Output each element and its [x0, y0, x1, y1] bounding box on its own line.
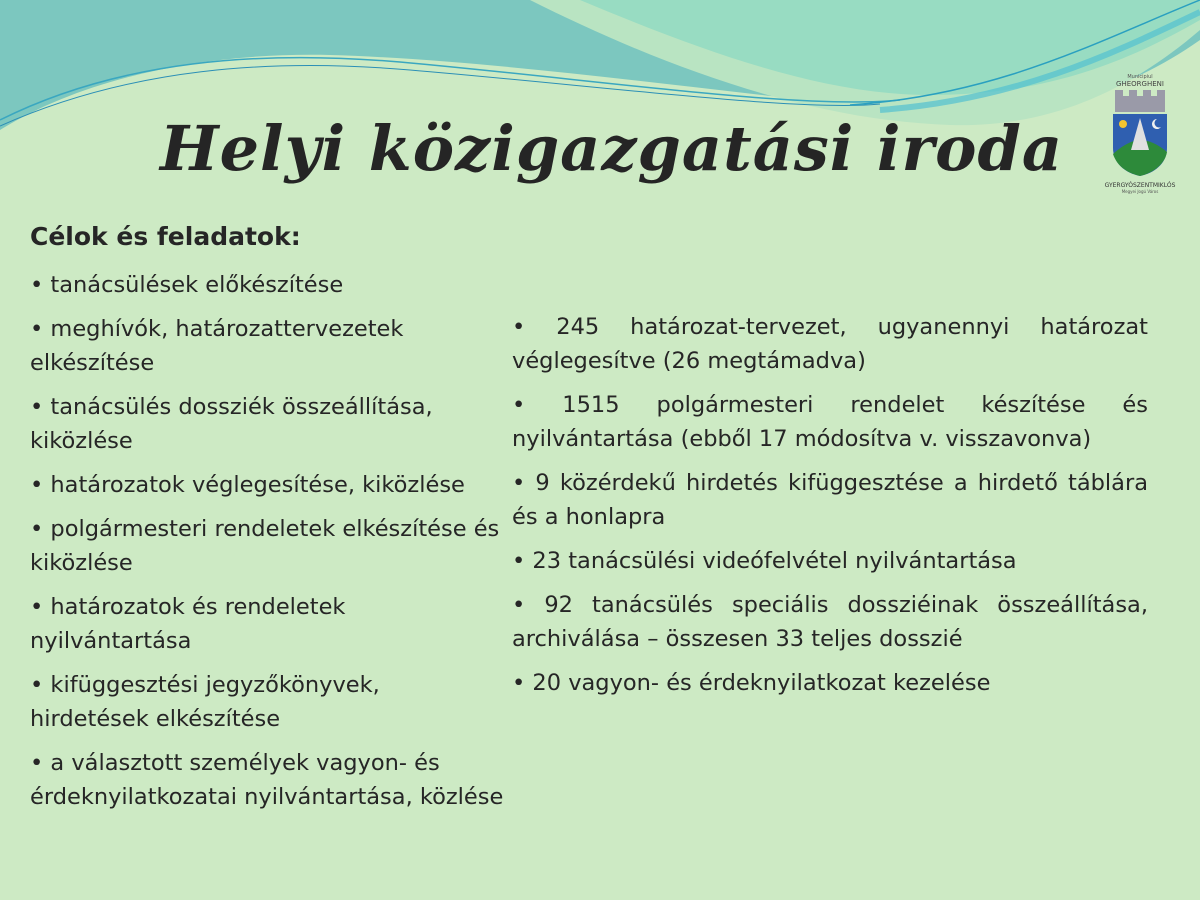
- logo-bottom: GYERGYÓSZENTMIKLÓS: [1104, 182, 1176, 189]
- statistics-list: [512, 310, 1148, 710]
- logo-top-small: Municipiul: [1127, 74, 1153, 80]
- list-item: • 92 tanácsülés speciális dossziéinak összeállítása, archiválása – összesen 33 teljes dosszié: [512, 592, 1148, 652]
- list-item: • 23 tanácsülési videófelvétel nyilvántartása: [512, 548, 1017, 574]
- city-coat-of-arms-logo: [1092, 74, 1188, 194]
- list-item: • 9 közérdekű hirdetés kifüggesztése a hirdető táblára és a honlapra: [512, 470, 1148, 530]
- list-item: • 20 vagyon- és érdeknyilatkozat kezelése: [512, 670, 991, 696]
- list-item: • kifüggesztési jegyzőkönyvek, hirdetések elkészítése: [30, 672, 380, 732]
- list-item: • polgármesteri rendeletek elkészítése és kiközlése: [30, 516, 500, 576]
- list-item: • a választott személyek vagyon- és érdeknyilatkozatai nyilvántartása, közlése: [30, 750, 504, 810]
- list-item: • 245 határozat-tervezet, ugyanennyi határozat véglegesítve (26 megtámadva): [512, 314, 1148, 374]
- list-item: • határozatok és rendeletek nyilvántartása: [30, 594, 346, 654]
- list-item: • 1515 polgármesteri rendelet készítése és nyilvántartása (ebből 17 módosítva v. visszavonva): [512, 392, 1148, 452]
- list-item: • határozatok véglegesítése, kiközlése: [30, 472, 465, 498]
- list-item: • tanácsülés dossziék összeállítása, kiközlése: [30, 394, 433, 454]
- slide-title: Helyi közigazgatási iroda: [160, 112, 1064, 185]
- tasks-list: [30, 268, 505, 824]
- list-item: • meghívók, határozattervezetek elkészítése: [30, 316, 404, 376]
- coat-of-arms-icon: [1105, 88, 1175, 178]
- section-heading: Célok és feladatok:: [30, 222, 301, 251]
- logo-bottom-small: Megyei Jogú Város: [1121, 189, 1159, 194]
- list-item: • tanácsülések előkészítése: [30, 272, 344, 298]
- logo-top: GHEORGHENI: [1116, 80, 1164, 88]
